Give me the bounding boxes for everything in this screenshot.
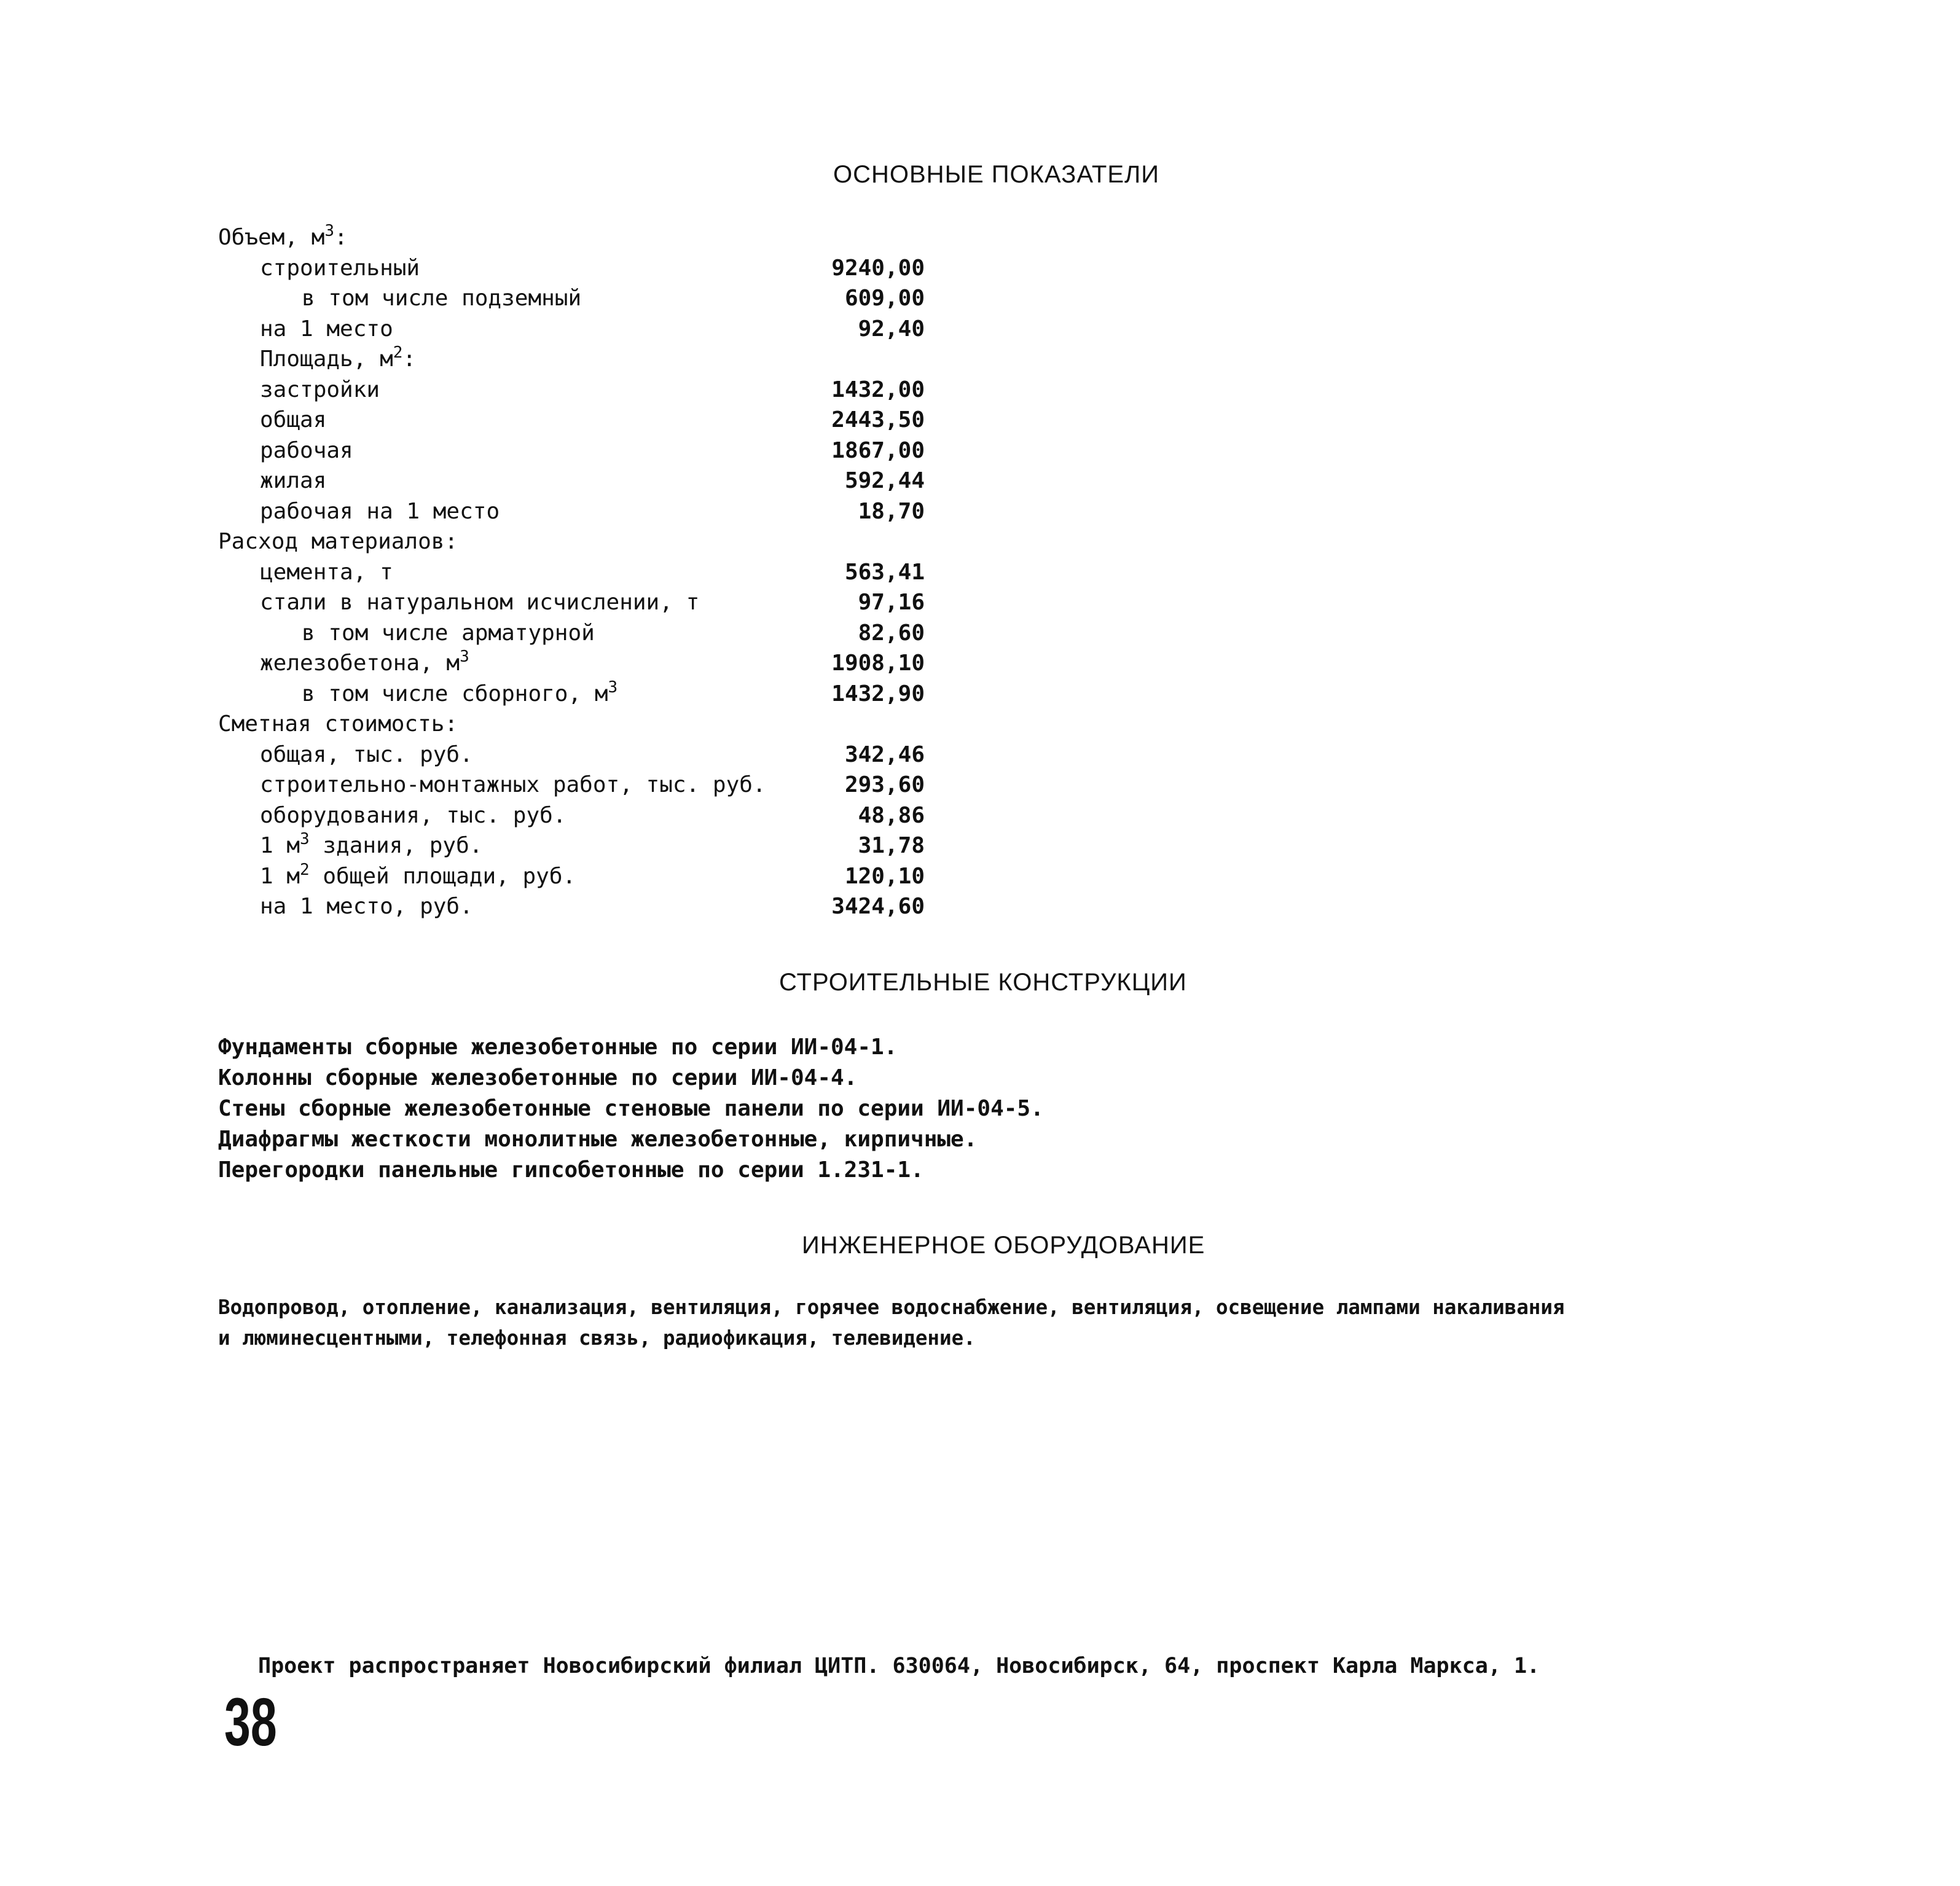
- indicator-value: 97,16: [858, 590, 925, 615]
- indicator-label: Объем, $м^3$:: [218, 222, 348, 250]
- indicator-label: цемента, т: [260, 560, 393, 585]
- indicator-label: на 1 место, руб.: [260, 894, 473, 919]
- indicator-label: Площадь, $м^2$:: [260, 343, 417, 372]
- indicator-value: 592,44: [844, 468, 925, 493]
- indicator-row: [260, 466, 925, 496]
- indicator-value: 92,40: [858, 316, 925, 342]
- indicator-row: [260, 375, 925, 405]
- indicator-row: [260, 831, 925, 861]
- indicator-value: 1432,90: [831, 681, 925, 706]
- structure-line: Перегородки панельные гипсобетонные по серии 1.231-1.: [218, 1157, 924, 1183]
- structure-line: Диафрагмы жесткости монолитные железобетонные, кирпичные.: [218, 1127, 978, 1152]
- indicator-row: [302, 679, 925, 710]
- unit-exponent: 3: [300, 830, 310, 848]
- structure-line: Стены сборные железобетонные стеновые панели по серии ИИ-04-5.: [218, 1096, 1044, 1121]
- engineering-line-2: и люминесцентными, телефонная связь, радиофикация, телевидение.: [218, 1326, 976, 1350]
- indicator-label: жилая: [260, 468, 327, 493]
- heading-structures: СТРОИТЕЛЬНЫЕ КОНСТРУКЦИИ: [779, 969, 1187, 996]
- indicator-value: 609,00: [844, 286, 925, 311]
- indicator-label: застройки: [260, 377, 380, 402]
- indicator-label: на 1 место: [260, 316, 393, 342]
- indicator-row: [260, 344, 925, 375]
- indicator-row: [260, 436, 925, 466]
- indicator-value: 2443,50: [831, 407, 925, 432]
- indicator-value: 31,78: [858, 833, 925, 858]
- indicator-value: 48,86: [858, 803, 925, 828]
- indicator-label: в том числе подземный: [302, 286, 582, 311]
- indicator-value: 1908,10: [831, 651, 925, 676]
- indicator-row: [260, 740, 925, 770]
- indicator-row: [218, 222, 925, 253]
- indicator-label: в том числе арматурной: [302, 620, 595, 646]
- unit-exponent: 3: [608, 678, 618, 697]
- indicator-label: 1 $м^3$ здания, руб.: [260, 830, 483, 858]
- indicator-row: [260, 891, 925, 922]
- indicator-label: строительный: [260, 256, 420, 281]
- engineering-line-1: Водопровод, отопление, канализация, вентиляция, горячее водоснабжение, вентиляция, освещение лампами накаливания: [218, 1296, 1565, 1319]
- indicator-label: рабочая на 1 место: [260, 499, 500, 524]
- indicator-row: [260, 770, 925, 800]
- indicator-row: [260, 800, 925, 831]
- indicator-label: Расход материалов:: [218, 529, 458, 554]
- indicator-row: [260, 557, 925, 588]
- heading-engineering: ИНЖЕНЕРНОЕ ОБОРУДОВАНИЕ: [802, 1232, 1205, 1259]
- unit-exponent: 3: [324, 222, 335, 240]
- indicator-value: 9240,00: [831, 256, 925, 281]
- indicator-value: 82,60: [858, 620, 925, 646]
- indicator-row: [260, 496, 925, 527]
- footer-distributor: Проект распространяет Новосибирский филиал ЦИТП. 630064, Новосибирск, 64, проспект Карла Маркса, 1.: [258, 1654, 1540, 1678]
- indicator-row: [260, 861, 925, 892]
- indicator-value: 293,60: [844, 772, 925, 797]
- indicator-row: [302, 283, 925, 314]
- indicator-label: 1 $м^2$ общей площади, руб.: [260, 861, 576, 889]
- indicator-row: [218, 709, 925, 740]
- indicator-label: стали в натуральном исчислении, т: [260, 590, 700, 615]
- indicator-row: [260, 648, 925, 679]
- indicator-value: 1867,00: [831, 438, 925, 463]
- indicator-value: 18,70: [858, 499, 925, 524]
- indicator-label: Сметная стоимость:: [218, 711, 458, 737]
- indicator-row: [218, 526, 925, 557]
- structure-line: Колонны сборные железобетонные по серии ИИ-04-4.: [218, 1065, 858, 1090]
- unit-exponent: 3: [460, 648, 469, 666]
- indicator-value: 120,10: [844, 864, 925, 889]
- indicator-label: в том числе сборного, $м^3$: [302, 678, 618, 706]
- indicator-value: 563,41: [844, 560, 925, 585]
- indicator-row: [260, 253, 925, 284]
- indicator-value: 342,46: [844, 742, 925, 767]
- page-number: 38: [224, 1684, 277, 1760]
- indicator-row: [260, 587, 925, 618]
- unit-exponent: 2: [300, 861, 310, 879]
- indicator-label: железобетона, $м^3$: [260, 648, 469, 676]
- unit-exponent: 2: [393, 343, 403, 362]
- structure-line: Фундаменты сборные железобетонные по серии ИИ-04-1.: [218, 1035, 898, 1060]
- indicator-label: общая, тыс. руб.: [260, 742, 473, 767]
- indicator-row: [302, 618, 925, 649]
- indicator-label: общая: [260, 407, 327, 432]
- indicator-row: [260, 314, 925, 345]
- indicator-label: строительно-монтажных работ, тыс. руб.: [260, 772, 766, 797]
- indicator-label: рабочая: [260, 438, 353, 463]
- indicator-value: 3424,60: [831, 894, 925, 919]
- heading-main-indicators: ОСНОВНЫЕ ПОКАЗАТЕЛИ: [833, 161, 1159, 188]
- indicator-label: оборудования, тыс. руб.: [260, 803, 566, 828]
- indicator-row: [260, 405, 925, 436]
- indicator-value: 1432,00: [831, 377, 925, 402]
